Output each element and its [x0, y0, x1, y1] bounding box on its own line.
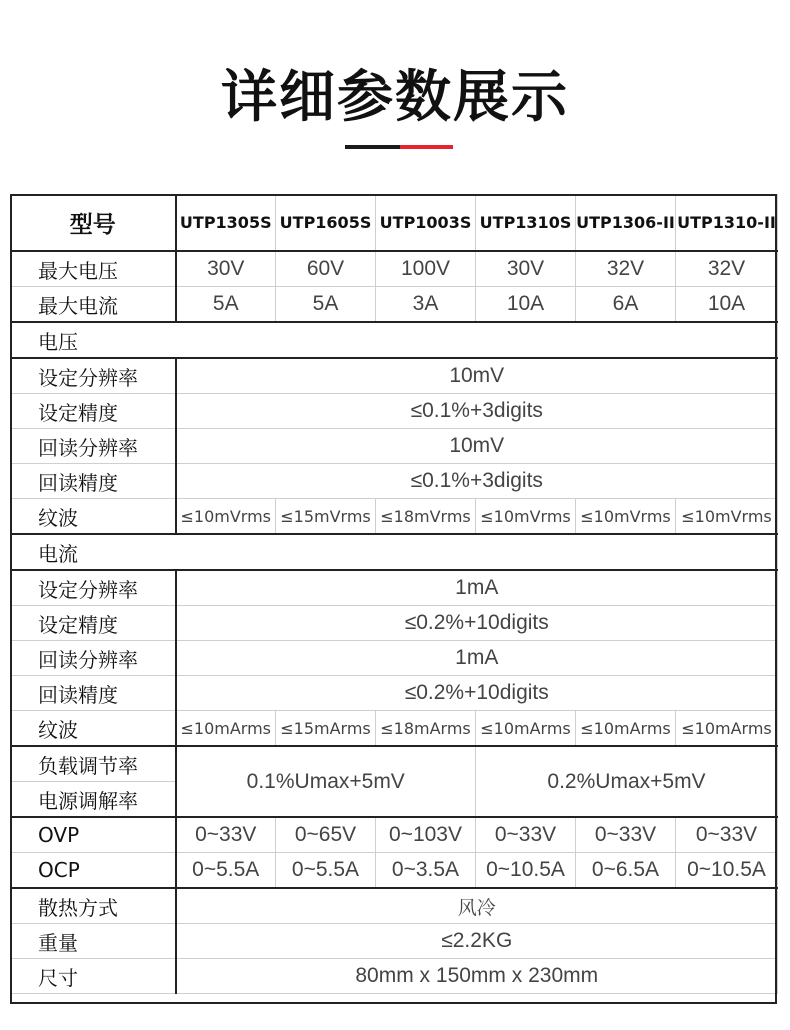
- table-cell: 0~103V: [376, 817, 476, 853]
- table-cell: 0~33V: [676, 817, 778, 853]
- table-cell: 0.1%Umax+5mV: [176, 746, 476, 817]
- table-cell: 6A: [576, 287, 676, 323]
- page-title: 详细参数展示: [221, 65, 569, 130]
- table-row-weight: [11, 924, 778, 959]
- table-cell: 0~5.5A: [176, 853, 276, 889]
- table-cell: 0~10.5A: [476, 853, 576, 889]
- table-cell: 60V: [276, 251, 376, 287]
- table-cell: ≤10mVrms: [576, 499, 676, 535]
- title-underline-black: [345, 145, 400, 149]
- table-cell: ≤15mVrms: [276, 499, 376, 535]
- table-cell: 10A: [476, 287, 576, 323]
- table-cell: ≤10mVrms: [676, 499, 778, 535]
- table-row: [11, 394, 778, 429]
- table-cell: 100V: [376, 251, 476, 287]
- row-label: 回读分辨率: [11, 429, 176, 464]
- table-row: [11, 711, 778, 747]
- table-row: [11, 429, 778, 464]
- table-row: [11, 499, 778, 535]
- row-label: 负载调节率: [11, 746, 176, 782]
- model-name: UTP1310S: [476, 195, 576, 252]
- model-name: UTP1310-II: [676, 195, 778, 252]
- table-cell: 30V: [476, 251, 576, 287]
- row-label: 最大电压: [11, 251, 176, 287]
- table-cell: ≤10mVrms: [176, 499, 276, 535]
- table-row-max-current: [11, 287, 778, 323]
- table-cell: 30V: [176, 251, 276, 287]
- table-row-size: [11, 959, 778, 994]
- table-row-ovp: [11, 817, 778, 853]
- row-label: 设定分辨率: [11, 358, 176, 394]
- model-name: UTP1306-II: [576, 195, 676, 252]
- table-row-max-voltage: [11, 251, 778, 287]
- table-cell: 0~65V: [276, 817, 376, 853]
- table-cell: ≤10mArms: [176, 711, 276, 747]
- row-label: 回读精度: [11, 676, 176, 711]
- table-cell: ≤15mArms: [276, 711, 376, 747]
- table-cell: 3A: [376, 287, 476, 323]
- row-label: 回读精度: [11, 464, 176, 499]
- row-label: 设定精度: [11, 606, 176, 641]
- model-label: 型号: [11, 195, 176, 252]
- table-cell: 0~33V: [176, 817, 276, 853]
- row-label: 最大电流: [11, 287, 176, 323]
- table-cell: 10A: [676, 287, 778, 323]
- table-cell: ≤0.2%+10digits: [176, 606, 778, 641]
- table-cell: ≤0.2%+10digits: [176, 676, 778, 711]
- table-cell: ≤18mVrms: [376, 499, 476, 535]
- model-name: UTP1605S: [276, 195, 376, 252]
- table-cell: 0~3.5A: [376, 853, 476, 889]
- table-row: [11, 570, 778, 606]
- table-cell: 0~33V: [576, 817, 676, 853]
- row-label: 设定精度: [11, 394, 176, 429]
- table-row: [11, 676, 778, 711]
- section-title: 电压: [11, 322, 778, 358]
- row-label: 重量: [11, 924, 176, 959]
- row-label: 电源调解率: [11, 782, 176, 818]
- row-label: 散热方式: [11, 888, 176, 924]
- table-header-row: [11, 195, 778, 252]
- row-label: 回读分辨率: [11, 641, 176, 676]
- title-underline-red: [400, 145, 453, 149]
- row-label: 纹波: [11, 499, 176, 535]
- table-cell: 10mV: [176, 429, 778, 464]
- table-cell: 0~6.5A: [576, 853, 676, 889]
- row-label: 纹波: [11, 711, 176, 747]
- model-name: UTP1305S: [176, 195, 276, 252]
- model-name: UTP1003S: [376, 195, 476, 252]
- table-cell: 80mm x 150mm x 230mm: [176, 959, 778, 994]
- table-row-cooling: [11, 888, 778, 924]
- table-cell: ≤10mVrms: [476, 499, 576, 535]
- spec-table: [10, 194, 778, 994]
- table-row: [11, 606, 778, 641]
- table-cell: 32V: [676, 251, 778, 287]
- table-cell: 1mA: [176, 641, 778, 676]
- table-cell: ≤0.1%+3digits: [176, 394, 778, 429]
- table-cell: 5A: [276, 287, 376, 323]
- table-cell: ≤18mArms: [376, 711, 476, 747]
- table-cell: 32V: [576, 251, 676, 287]
- section-row-current: [11, 534, 778, 570]
- table-cell: 10mV: [176, 358, 778, 394]
- table-row: [11, 358, 778, 394]
- table-cell: ≤0.1%+3digits: [176, 464, 778, 499]
- table-row-load-regulation: [11, 746, 778, 782]
- table-row: [11, 464, 778, 499]
- table-cell: 0~5.5A: [276, 853, 376, 889]
- table-cell: ≤10mArms: [676, 711, 778, 747]
- table-cell: ≤2.2KG: [176, 924, 778, 959]
- section-title: 电流: [11, 534, 778, 570]
- table-cell: 0.2%Umax+5mV: [476, 746, 778, 817]
- row-label: OVP: [11, 817, 176, 853]
- table-row: [11, 641, 778, 676]
- table-cell: ≤10mArms: [576, 711, 676, 747]
- row-label: 设定分辨率: [11, 570, 176, 606]
- table-cell: ≤10mArms: [476, 711, 576, 747]
- table-cell: 0~33V: [476, 817, 576, 853]
- table-cell: 0~10.5A: [676, 853, 778, 889]
- table-cell: 风冷: [176, 888, 778, 924]
- section-row-voltage: [11, 322, 778, 358]
- table-cell: 5A: [176, 287, 276, 323]
- table-cell: 1mA: [176, 570, 778, 606]
- row-label: 尺寸: [11, 959, 176, 994]
- row-label: OCP: [11, 853, 176, 889]
- table-row-ocp: [11, 853, 778, 889]
